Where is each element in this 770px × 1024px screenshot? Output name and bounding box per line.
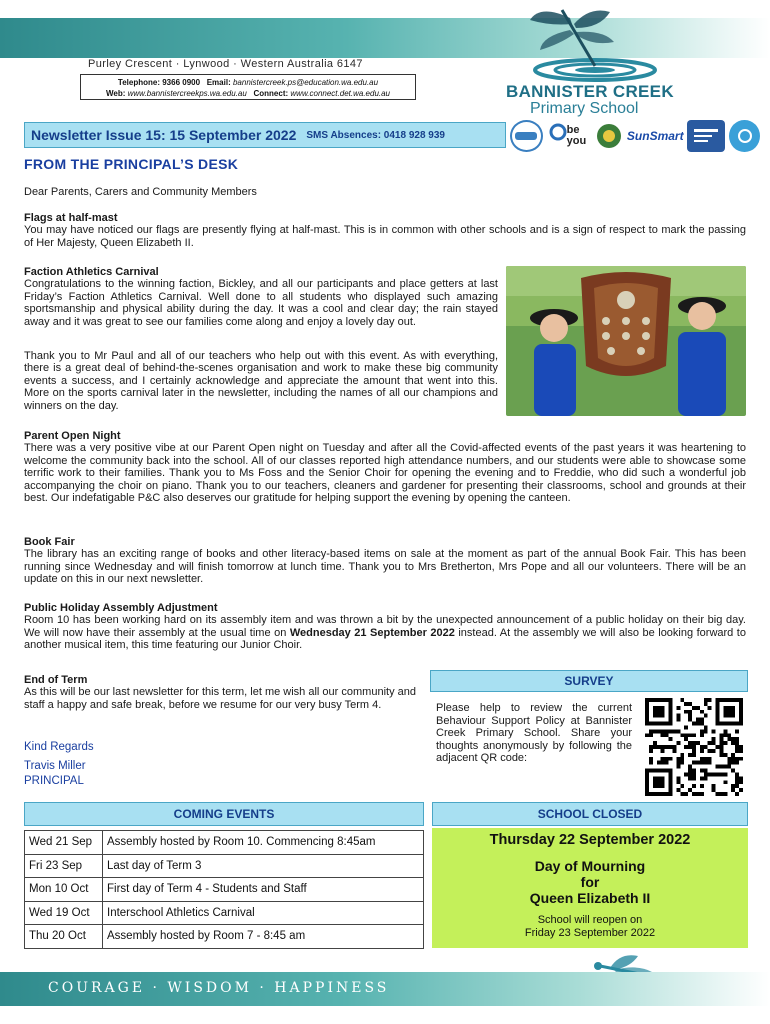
- mourning-notice: [432, 858, 748, 906]
- event-desc: Last day of Term 3: [103, 854, 424, 878]
- partner-badges: [510, 118, 760, 154]
- event-date: Fri 23 Sep: [25, 854, 103, 878]
- reopen-line2: Friday 23 September 2022: [524, 927, 656, 939]
- end-of-term-title: End of Term: [24, 674, 88, 686]
- event-date: Wed 21 Sep: [25, 831, 103, 855]
- table-row: [25, 831, 424, 855]
- round-badge-icon: [729, 120, 760, 152]
- holiday-text-a: Room 10 has been working hard on its assembly item and was thrown a bit by the unexpected announcement of a public holiday on their big day. We will now have their assembly at the usual time on: [24, 614, 746, 639]
- national-quality-badge-icon: [510, 120, 543, 152]
- signoff-role: PRINCIPAL: [24, 775, 84, 787]
- end-of-term-section: [24, 674, 416, 711]
- footer-band: [0, 972, 770, 1006]
- open-night-title: Parent Open Night: [24, 430, 121, 442]
- mourning-line1: Day of Mourning: [534, 858, 646, 874]
- event-date: Mon 10 Oct: [25, 878, 103, 902]
- flags-text: You may have noticed our flags are presently flying at half-mast. This is in common with other schools and is a sign of respect to mark the passing of Her Majesty, Queen Elizabeth II.: [24, 224, 746, 249]
- web-link[interactable]: www.bannistercreekps.wa.edu.au: [127, 89, 247, 98]
- flags-section: [24, 212, 746, 249]
- department-badge-icon: [687, 120, 725, 152]
- connect-link[interactable]: www.connect.det.wa.edu.au: [290, 89, 391, 98]
- phone-number: 9366 0900: [162, 78, 201, 87]
- beyou-badge-icon: [547, 120, 591, 152]
- signoff: [24, 740, 94, 789]
- faction-section: [24, 266, 498, 328]
- event-desc: First day of Term 4 - Students and Staff: [103, 878, 424, 902]
- holiday-text-b: instead. At the assembly we will also be looking forward to another musical item, this time featuring our Junior Choir.: [24, 626, 746, 652]
- mourning-line2: for: [580, 874, 600, 890]
- connect-label: Connect:: [253, 89, 289, 98]
- crest-badge-icon: [595, 120, 624, 152]
- sunsmart-label: SunSmart: [626, 129, 684, 143]
- open-night-section: [24, 430, 746, 504]
- school-motto: COURAGE · WISDOM · HAPPINESS: [48, 980, 390, 996]
- table-row: [25, 901, 424, 925]
- sms-absences: SMS Absences: 0418 928 939: [306, 129, 445, 141]
- qr-code-icon: [644, 698, 744, 796]
- email-label: Email:: [206, 78, 231, 87]
- end-of-term-text: As this will be our last newsletter for this term, let me wish all our community and staff a happy and safe break, before we resume for our very busy Term 4.: [24, 686, 416, 711]
- closed-date: Thursday 22 September 2022: [489, 832, 691, 848]
- event-date: Wed 19 Oct: [25, 901, 103, 925]
- table-row: [25, 854, 424, 878]
- survey-heading: SURVEY: [430, 670, 748, 692]
- school-name-line2: Primary School: [530, 100, 639, 117]
- newsletter-header: [0, 0, 770, 118]
- dragonfly-logo-icon: [500, 0, 770, 84]
- reopen-notice: [432, 914, 748, 940]
- principal-heading: FROM THE PRINCIPAL’S DESK: [24, 156, 239, 172]
- thanks-paragraph: Thank you to Mr Paul and all of our teachers who help out with this event. As with everything, there is a great deal of behind-the-scenes organisation and work to make these big community events a success, and I certainly acknowledge and appreciate the amount that went into this. More on the sports carnival later in the newsletter, including the names of all our champions and winners on the day.: [24, 350, 498, 412]
- email-link[interactable]: bannistercreek.ps@education.wa.edu.au: [232, 78, 379, 87]
- beyou-label: be you: [566, 124, 587, 147]
- school-logo: [500, 0, 770, 118]
- table-row: [25, 878, 424, 902]
- book-fair-section: [24, 536, 746, 586]
- issue-title: Newsletter Issue 15: 15 September 2022: [31, 127, 297, 143]
- faction-title: Faction Athletics Carnival: [24, 266, 159, 278]
- event-desc: Interschool Athletics Carnival: [103, 901, 424, 925]
- coming-events-heading: COMING EVENTS: [24, 802, 424, 826]
- holiday-text-bold: Wednesday 21 September 2022: [289, 626, 455, 639]
- coming-events-table: [24, 830, 424, 949]
- greeting: Dear Parents, Carers and Community Members: [24, 186, 257, 198]
- athletics-photo: [506, 266, 746, 416]
- holiday-title: Public Holiday Assembly Adjustment: [24, 602, 218, 614]
- issue-bar: [24, 122, 506, 148]
- open-night-text: There was a very positive vibe at our Parent Open night on Tuesday and after all the Covid-affected events of the past years it was heartening to welcome the community back into the school. All of our classes reported high attendance numbers, and our students were able to showcase some terrific work to their families. Thank you to Ms Foss and the Senior Choir for opening the evening and to Freddie, who did such a wonderful job accompanying the choir on piano. Thank you to our teachers, cleaners and gardener for presenting their classrooms, school and grounds at their best. Our indefatigable P&C also deserves our gratitude for helping support the evening by opening the canteen.: [24, 442, 746, 505]
- shield-trophy-photo-icon: [506, 266, 746, 416]
- signoff-name: Travis Miller: [24, 760, 86, 772]
- faction-text: Congratulations to the winning faction, Bickley, and all our participants and place getters at last Friday’s Faction Athletics Carnival. Well done to all students who displayed such amazing sportsmanship and physical ability during the day. It was a cool and clear day; the rain stayed away and it was great to see our families come along and enjoy a lovely day out.: [24, 278, 498, 328]
- holiday-section: [24, 602, 746, 652]
- book-fair-title: Book Fair: [24, 536, 75, 548]
- event-desc: Assembly hosted by Room 7 - 8:45 am: [103, 925, 424, 949]
- school-closed-heading: SCHOOL CLOSED: [432, 802, 748, 826]
- event-desc: Assembly hosted by Room 10. Commencing 8:45am: [103, 831, 424, 855]
- table-row: [25, 925, 424, 949]
- survey-qr-code[interactable]: [644, 698, 744, 796]
- reopen-line1: School will reopen on: [537, 914, 643, 926]
- event-date: Thu 20 Oct: [25, 925, 103, 949]
- school-closed-box: [432, 828, 748, 948]
- school-address: Purley Crescent · Lynwood · Western Australia 6147: [88, 58, 363, 70]
- survey-text: Please help to review the current Behaviour Support Policy at Bannister Creek Primary School. Share your thoughts anonymously by following the adjacent QR code:: [436, 702, 632, 765]
- phone-label: Telephone:: [117, 78, 160, 87]
- contact-box: [80, 74, 416, 100]
- mourning-line3: Queen Elizabeth II: [529, 890, 651, 906]
- sunsmart-badge-icon: [627, 120, 683, 152]
- web-label: Web:: [105, 89, 126, 98]
- flags-title: Flags at half-mast: [24, 212, 118, 224]
- book-fair-text: The library has an exciting range of books and other literacy-based items on sale at the moment as part of the annual Book Fair. This has been running since Wednesday and will finish tomorrow at lunch time. Thank you to Mrs Bretherton, Mrs Pope and all our volunteers. There will be an update on this in our next newsletter.: [24, 548, 746, 586]
- school-name-line1: BANNISTER CREEK: [506, 82, 674, 101]
- signoff-regards: Kind Regards: [24, 741, 94, 753]
